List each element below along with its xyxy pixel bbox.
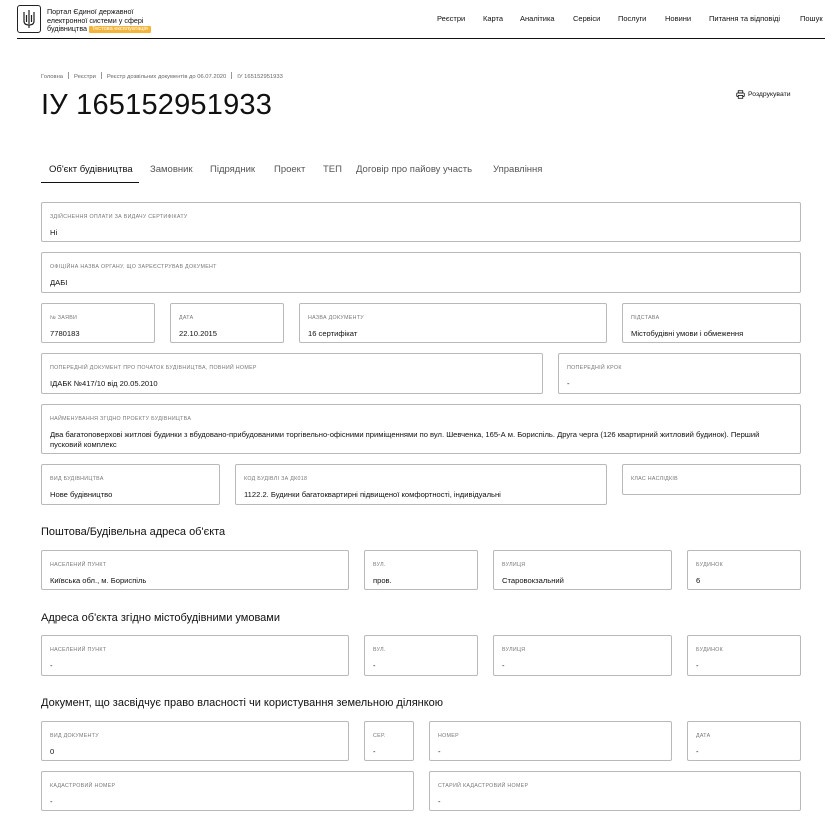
field-value: Київська обл., м. Бориспіль [50, 576, 147, 585]
field-value: Ні [50, 228, 58, 237]
nav-item-map[interactable]: Карта [483, 14, 504, 23]
field-value: - [502, 661, 505, 670]
field-value: - [50, 661, 53, 670]
document-name-field [299, 303, 607, 343]
field-value: - [373, 747, 376, 756]
tab-construction-object[interactable]: Об'єкт будівництва [49, 164, 133, 175]
field-label: ДАТА [179, 315, 194, 321]
field-value: ДАБІ [50, 278, 68, 287]
page-title: ІУ 165152951933 [41, 89, 273, 121]
portal-title-line3: будівництва [47, 24, 88, 34]
field-value: Два багатоповерхові житлові будинки з вбудовано-прибудованими торгівельно-офісними приміщеннями по вул. Шевченка, 165-А м. Бориспіль. Друга черга (126 квартирний житловий будинок). Перший пусковий комплекс [50, 430, 760, 449]
field-label: НАЗВА ДОКУМЕНТУ [308, 315, 364, 321]
project-name-field [41, 404, 801, 454]
tab-equity-agreement[interactable]: Договір про пайову участь [356, 164, 473, 175]
field-value: 6 [696, 576, 701, 585]
field-value: пров. [373, 576, 392, 585]
print-button[interactable] [736, 90, 791, 99]
breadcrumb-separator [101, 72, 102, 79]
portal-title-line2: електронної системи у сфері [47, 15, 144, 25]
site-header [17, 0, 825, 39]
basis-field [622, 303, 801, 343]
field-label: ВУЛ. [373, 562, 386, 568]
field-value: 22.10.2015 [179, 329, 218, 338]
old-cadastral-number-field [429, 771, 801, 811]
tab-contractor[interactable]: Підрядник [210, 164, 256, 175]
field-value: Нове будівництво [50, 490, 113, 499]
portal-title-line1: Портал Єдиної державної [47, 7, 134, 16]
field-value: - [696, 747, 699, 756]
field-label: ЗДІЙСНЕННЯ ОПЛАТИ ЗА ВИДАЧУ СЕРТИФІКАТУ [50, 214, 188, 220]
urban-settlement-field [41, 635, 349, 676]
payment-field [41, 202, 801, 242]
land-doc-type-field [41, 721, 349, 761]
postal-street-type-field [364, 550, 478, 590]
field-label: НОМЕР [438, 733, 459, 739]
postal-settlement-field [41, 550, 349, 590]
field-label: ПІДСТАВА [631, 315, 660, 321]
cadastral-number-field [41, 771, 414, 811]
urban-street-type-field [364, 635, 478, 676]
postal-address-heading: Поштова/Будівельна адреса об'єкта [41, 526, 226, 538]
field-label: ВУЛИЦЯ [502, 647, 526, 653]
field-label: ПОПЕРЕДНІЙ ДОКУМЕНТ ПРО ПОЧАТОК БУДІВНИЦТВА, ПОВНИЙ НОМЕР [50, 365, 257, 371]
breadcrumb-registries[interactable]: Реєстри [74, 74, 96, 80]
postal-street-field [493, 550, 672, 590]
field-value: 16 сертифікат [308, 329, 358, 338]
nav-item-analytics[interactable]: Аналітика [520, 14, 555, 23]
field-value: - [567, 379, 570, 388]
field-label: КАДАСТРОВИЙ НОМЕР [50, 783, 116, 789]
print-label: Роздрукувати [748, 91, 791, 98]
nav-item-search[interactable]: Пошук [800, 14, 823, 23]
urban-street-field [493, 635, 672, 676]
breadcrumb-separator [68, 72, 69, 79]
printer-icon [736, 90, 745, 99]
field-label: ВИД ДОКУМЕНТУ [50, 733, 99, 739]
nav-item-faq[interactable]: Питання та відповіді [709, 14, 781, 23]
authority-field [41, 252, 801, 293]
previous-step-field [558, 353, 801, 394]
urban-address-heading: Адреса об'єкта згідно містобудівними умовами [41, 612, 281, 624]
field-label: № ЗАЯВИ [50, 315, 78, 321]
field-label: СЕР. [373, 733, 386, 739]
field-label: БУДИНОК [696, 647, 724, 653]
nav-item-offerings[interactable]: Послуги [618, 14, 647, 23]
field-value: - [50, 797, 53, 806]
postal-building-field [687, 550, 801, 590]
tab-project[interactable]: Проект [274, 164, 306, 175]
field-value: Містобудівні умови і обмеження [631, 329, 744, 338]
field-label: НАСЕЛЕНИЙ ПУНКТ [50, 562, 107, 568]
breadcrumb-registry[interactable]: Реєстр дозвільних документів до 06.07.2020 [106, 74, 227, 80]
tab-tep[interactable]: ТЕП [323, 164, 342, 175]
land-number-field [429, 721, 672, 761]
field-value: - [438, 747, 441, 756]
application-number-field [41, 303, 155, 343]
nav-item-services[interactable]: Сервіси [573, 14, 601, 23]
tab-bar [41, 164, 601, 184]
breadcrumb-home[interactable]: Головна [41, 74, 64, 80]
field-value: ІДАБК №417/10 від 20.05.2010 [50, 379, 158, 388]
field-label: ВУЛ. [373, 647, 386, 653]
field-value: 7780183 [50, 329, 80, 338]
field-label: БУДИНОК [696, 562, 724, 568]
nav-item-news[interactable]: Новини [665, 14, 692, 23]
field-value: - [373, 661, 376, 670]
field-value: - [696, 661, 699, 670]
land-date-field [687, 721, 801, 761]
previous-document-field [41, 353, 543, 394]
dk018-code-field [235, 464, 607, 505]
field-label: ОФІЦІЙНА НАЗВА ОРГАНУ, ЩО ЗАРЕЄСТРУВАВ ДОКУМЕНТ [50, 264, 217, 270]
nav-item-registries[interactable]: Реєстри [437, 14, 466, 23]
active-tab-indicator [41, 182, 139, 183]
field-label: ВИД БУДІВНИЦТВА [50, 476, 104, 482]
field-value: 1122.2. Будинки багатоквартирні підвищеної комфортності, індивідуальні [244, 490, 501, 499]
field-label: ДАТА [696, 733, 711, 739]
tab-management[interactable]: Управління [493, 164, 543, 175]
breadcrumb [41, 72, 283, 80]
breadcrumb-separator [231, 72, 232, 79]
field-value: - [438, 797, 441, 806]
field-label: КОД БУДІВЛІ ЗА ДК018 [244, 476, 308, 482]
field-label: ПОПЕРЕДНІЙ КРОК [567, 365, 622, 371]
consequence-class-field [622, 464, 801, 495]
field-label: СТАРИЙ КАДАСТРОВИЙ НОМЕР [438, 783, 529, 789]
field-label: ВУЛИЦЯ [502, 562, 526, 568]
construction-type-field [41, 464, 220, 505]
tab-customer[interactable]: Замовник [150, 164, 193, 175]
field-label: НАСЕЛЕНИЙ ПУНКТ [50, 647, 107, 653]
field-label: НАЙМЕНУВАННЯ ЗГІДНО ПРОЕКТУ БУДІВНИЦТВА [50, 416, 192, 422]
land-document-heading: Документ, що засвідчує право власності чи користування земельною ділянкою [41, 697, 444, 709]
main-nav [17, 14, 825, 26]
date-field [170, 303, 284, 343]
field-value: Старовокзальний [502, 576, 564, 585]
breadcrumb-current: ІУ 165152951933 [237, 74, 283, 80]
urban-building-field [687, 635, 801, 676]
beta-badge: Тестова експлуатація [89, 26, 151, 33]
field-value: 0 [50, 747, 55, 756]
field-label: КЛАС НАСЛІДКІВ [631, 476, 678, 482]
land-series-field [364, 721, 414, 761]
